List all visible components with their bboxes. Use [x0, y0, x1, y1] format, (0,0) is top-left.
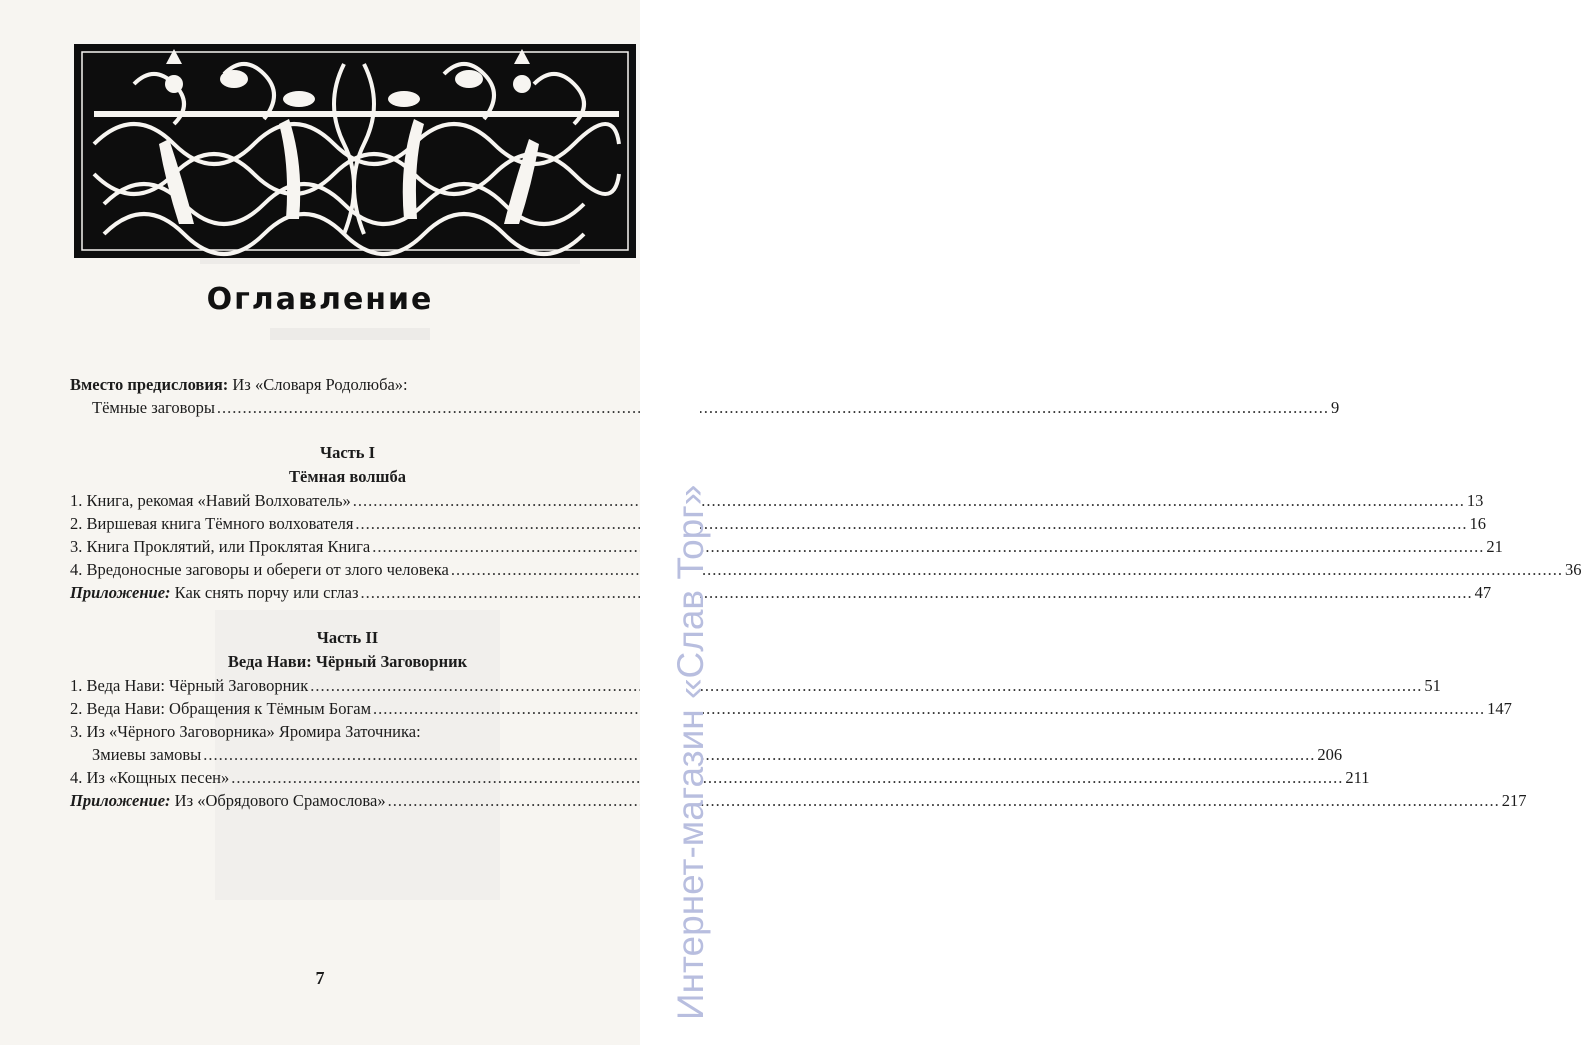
leader-dots	[372, 535, 1484, 558]
leader-dots	[451, 558, 1563, 581]
toc-entry-title: 2. Веда Нави: Обращения к Тёмным Богам	[70, 699, 372, 718]
appendix-label: Приложение:	[70, 583, 171, 602]
toc-preface	[70, 373, 625, 396]
leader-dots	[203, 743, 1315, 766]
toc-page-number: 16	[1469, 514, 1487, 533]
toc-page-number: 36	[1564, 560, 1581, 579]
toc-entry	[70, 674, 1441, 697]
part-2-heading: Часть II	[316, 628, 379, 647]
leader-dots	[231, 766, 1343, 789]
toc-entry-title: 4. Из «Кощных песен»	[70, 768, 230, 787]
leader-dots	[373, 697, 1485, 720]
toc-page-number: 51	[1424, 676, 1441, 695]
watermark-strip	[640, 0, 711, 1045]
knotwork-ornament	[74, 44, 636, 258]
toc-entry-title: 4. Вредоносные заговоры и обереги от злого человека	[70, 560, 449, 579]
toc-entry-title: 1. Книга, рекомая «Навий Волхователь»	[70, 491, 351, 510]
page-number: 7	[315, 968, 325, 988]
toc-entry	[70, 535, 1503, 558]
leader-dots	[353, 489, 1465, 512]
part-2-subheading: Веда Нави: Чёрный Заговорник	[227, 652, 468, 671]
preface-continuation: Тёмные заговоры	[92, 398, 215, 417]
leader-dots	[388, 789, 1500, 812]
toc-page-number: 47	[1474, 583, 1492, 602]
leader-dots	[217, 396, 1329, 419]
toc-entry-title: 2. Виршевая книга Тёмного волхователя	[70, 514, 354, 533]
watermark-text: Интернет-магазин «Слав Торг»	[670, 484, 711, 1020]
toc-entry	[70, 489, 1484, 512]
toc-page-number: 21	[1486, 537, 1503, 556]
toc-page-number: 211	[1345, 768, 1370, 787]
part-1-heading: Часть I	[319, 443, 376, 462]
leader-dots	[355, 512, 1467, 535]
toc-page-number: 147	[1487, 699, 1512, 718]
toc-entry	[70, 512, 1487, 535]
part-1-subheading: Тёмная волшба	[289, 467, 406, 486]
toc-entry	[70, 697, 1512, 720]
toc-entry-title: 3. Книга Проклятий, или Проклятая Книга	[70, 537, 371, 556]
toc-appendix	[70, 581, 1492, 604]
page-title: Оглавление	[206, 282, 434, 317]
toc-page-number: 217	[1501, 791, 1527, 810]
toc-entry-title: 1. Веда Нави: Чёрный Заговорник	[70, 676, 309, 695]
toc-page-number: 206	[1317, 745, 1343, 764]
toc-entry	[70, 720, 625, 743]
preface-label: Вместо предисловия:	[70, 375, 229, 394]
toc-appendix	[70, 789, 1527, 812]
appendix-label: Приложение:	[70, 791, 171, 810]
leader-dots	[360, 581, 1472, 604]
leader-dots	[310, 674, 1422, 697]
toc-entry	[70, 766, 1370, 789]
toc-page-number: 9	[1331, 398, 1340, 417]
bleed-through-text	[270, 328, 430, 340]
appendix-text: Из «Обрядового Срамослова»	[170, 791, 386, 810]
toc-preface-continuation	[70, 396, 1340, 419]
toc-page-number: 13	[1466, 491, 1484, 510]
preface-text: Из «Словаря Родолюба»:	[228, 375, 408, 394]
toc-entry-continuation	[70, 743, 1343, 766]
toc-entry-continuation-text: Змиевы замовы	[92, 745, 202, 764]
toc-entry-title: 3. Из «Чёрного Заговорника» Яромира Заточника:	[70, 722, 421, 741]
toc-entry	[70, 558, 1581, 581]
appendix-text: Как снять порчу или сглаз	[170, 583, 359, 602]
